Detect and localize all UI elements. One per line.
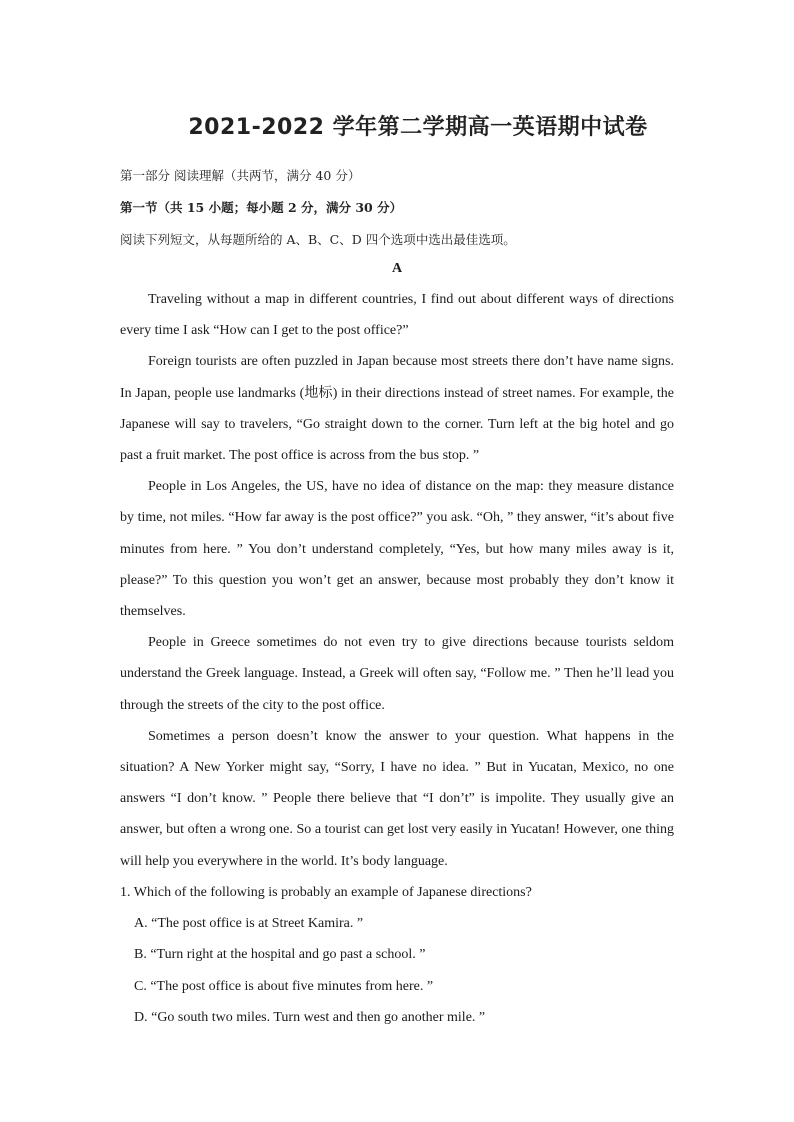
option-a: A. “The post office is at Street Kamira. ”	[134, 916, 364, 932]
paragraph: People in Los Angeles, the US, have no idea of distance on the map: they measure distance by time, not miles. “How far away is the post office?” you ask. “Oh, ” they answer, “it’s about five minutes from here. ” You don’t understand completely, “Yes, but how many miles away is it, please?” To this question you won’t get an answer, because most probably they don’t know it themselves.	[120, 479, 674, 620]
paragraph: Sometimes a person doesn’t know the answer to your question. What happens in the situation? A New Yorker might say, “Sorry, I have no idea. ” But in Yucatan, Mexico, no one answers “I don’t know. ” People there believe that “I don’t” is impolite. They usually give an answer, but often a wrong one. So a tourist can get lost very easily in Yucatan! However, one thing will help you everywhere in the world. It’s body language.	[120, 728, 674, 869]
question-stem: 1. Which of the following is probably an example of Japanese directions?	[120, 885, 532, 900]
paragraph: Traveling without a map in different countries, I find out about different ways of directions every time I ask “How can I get to the post office?”	[120, 292, 674, 339]
option-b: B. “Turn right at the hospital and go past a school. ”	[134, 947, 426, 963]
reading-instruction: 阅读下列短文，从每题所给的 A、B、C、D 四个选项中选出最佳选项。	[120, 232, 516, 247]
question-1	[120, 877, 680, 1033]
paragraph: People in Greece sometimes do not even try to give directions because tourists seldom understand the Greek language. Instead, a Greek will often say, “Follow me. ” Then he’ll lead you through the streets of the city to the post office.	[120, 635, 674, 713]
reading-passage	[120, 284, 674, 877]
part-heading: 第一部分 阅读理解（共两节，满分 40 分）	[120, 168, 361, 183]
paragraph: Foreign tourists are often puzzled in Japan because most streets there don’t have name signs. In Japan, people use landmarks (地标) in their directions instead of street names. For example, the Japanese will say to travelers, “Go straight down to the corner. Turn left at the big hotel and go past a fruit market. The post office is across from the bus stop. ”	[120, 354, 674, 464]
section-heading: 第一节（共 15 小题；每小题 2 分，满分 30 分）	[120, 200, 403, 215]
option-c: C. “The post office is about five minutes from here. ”	[134, 978, 434, 994]
option-d: D. “Go south two miles. Turn west and then go another mile. ”	[134, 1009, 486, 1025]
exam-title: 2021-2022 学年第二学期高一英语期中试卷	[188, 115, 648, 140]
passage-letter: A	[391, 261, 403, 276]
